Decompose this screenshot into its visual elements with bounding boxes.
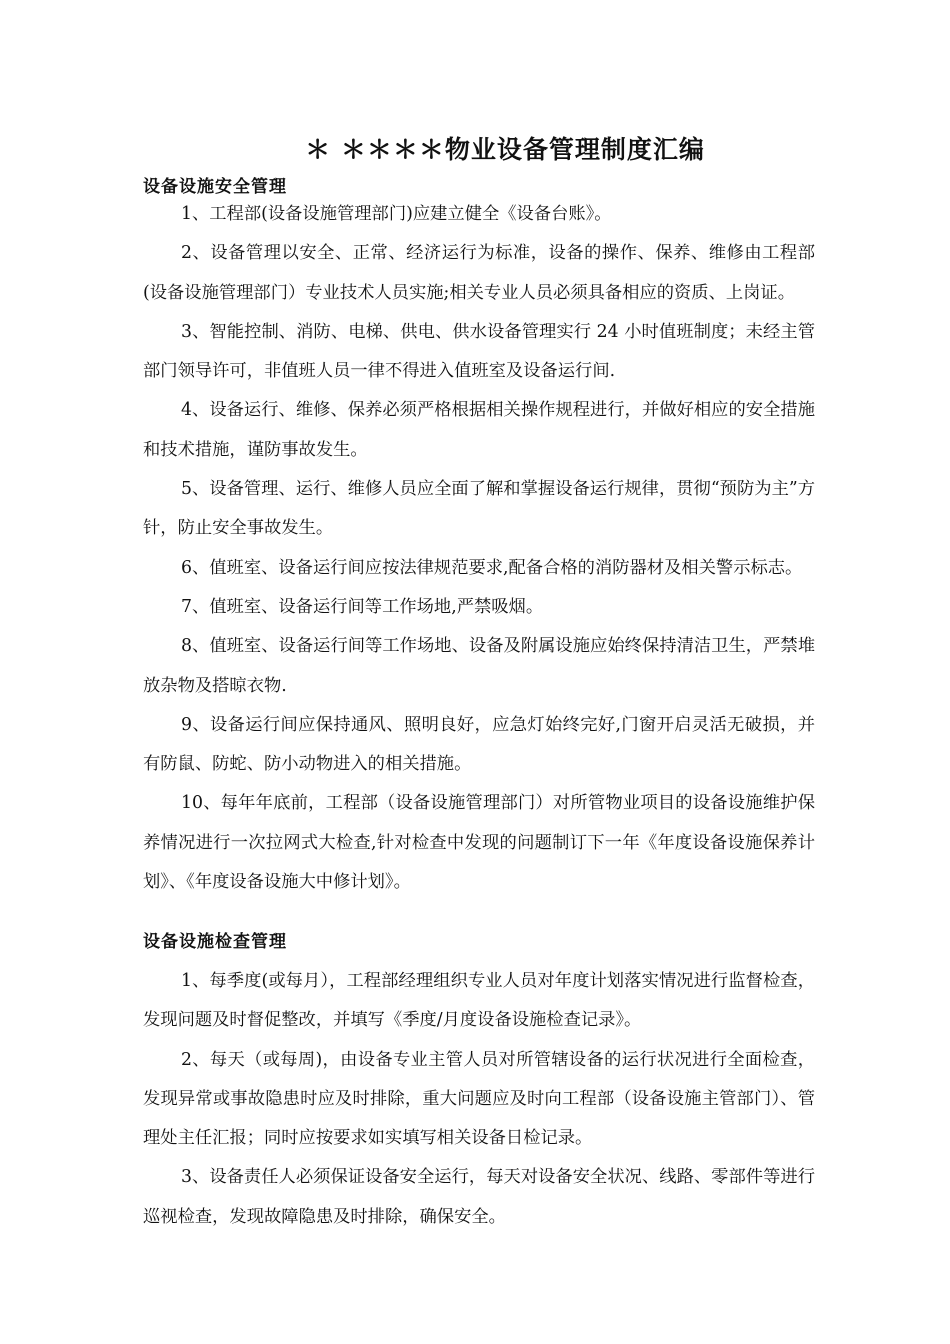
paragraph-item: 3、智能控制、消防、电梯、供电、供水设备管理实行 24 小时值班制度；未经主管部门领导许可，非值班人员一律不得进入值班室及设备运行间. bbox=[143, 321, 815, 382]
paragraph-item: 8、值班室、设备运行间等工作场地、设备及附属设施应始终保持清洁卫生，严禁堆放杂物及搭晾衣物. bbox=[143, 636, 815, 696]
section-equipment-inspection bbox=[143, 931, 815, 1237]
paragraph-item: 4、设备运行、维修、保养必须严格根据相关操作规程进行，并做好相应的安全措施和技术措施，谨防事故发生。 bbox=[143, 400, 815, 460]
paragraph-item: 5、设备管理、运行、维修人员应全面了解和掌握设备运行规律，贯彻“预防为主”方针，防止安全事故发生。 bbox=[143, 479, 815, 539]
paragraph-item: 9、设备运行间应保持通风、照明良好，应急灯始终完好,门窗开启灵活无破损，并有防鼠、防蛇、防小动物进入的相关措施。 bbox=[143, 714, 815, 775]
paragraph-item: 3、设备责任人必须保证设备安全运行，每天对设备安全状况、线路、零部件等进行巡视检查，发现故障隐患及时排除，确保安全。 bbox=[143, 1167, 815, 1227]
section-heading: 设备设施检查管理 bbox=[143, 932, 287, 952]
paragraph-item: 1、每季度(或每月），工程部经理组织专业人员对年度计划落实情况进行监督检查，发现问题及时督促整改，并填写《季度/月度设备设施检查记录》。 bbox=[143, 971, 815, 1031]
section-heading: 设备设施安全管理 bbox=[143, 177, 287, 197]
paragraph-item: 10、每年年底前，工程部（设备设施管理部门）对所管物业项目的设备设施维护保养情况进行一次拉网式大检查,针对检查中发现的问题制订下一年《年度设备设施保养计划》、《年度设备设施大中修计划》。 bbox=[143, 793, 815, 893]
paragraph-item: 6、值班室、设备运行间应按法律规范要求,配备合格的消防器材及相关警示标志。 bbox=[181, 557, 803, 578]
paragraph-item: 7、值班室、设备运行间等工作场地,严禁吸烟。 bbox=[181, 596, 544, 617]
paragraph-item: 2、设备管理以安全、正常、经济运行为标准，设备的操作、保养、维修由工程部(设备设施管理部门）专业技术人员实施;相关专业人员必须具备相应的资质、上岗证。 bbox=[143, 243, 815, 303]
paragraph-item: 1、工程部(设备设施管理部门)应建立健全《设备台账》。 bbox=[181, 204, 612, 224]
document-title: ＊ ＊＊＊＊物业设备管理制度汇编 bbox=[305, 135, 705, 164]
section-equipment-safety bbox=[143, 176, 815, 902]
paragraph-item: 2、每天（或每周)，由设备专业主管人员对所管辖设备的运行状况进行全面检查，发现异常或事故隐患时应及时排除，重大问题应及时向工程部（设备设施主管部门）、管理处主任汇报；同时应按要求如实填写相关设备日检记录。 bbox=[143, 1049, 815, 1149]
